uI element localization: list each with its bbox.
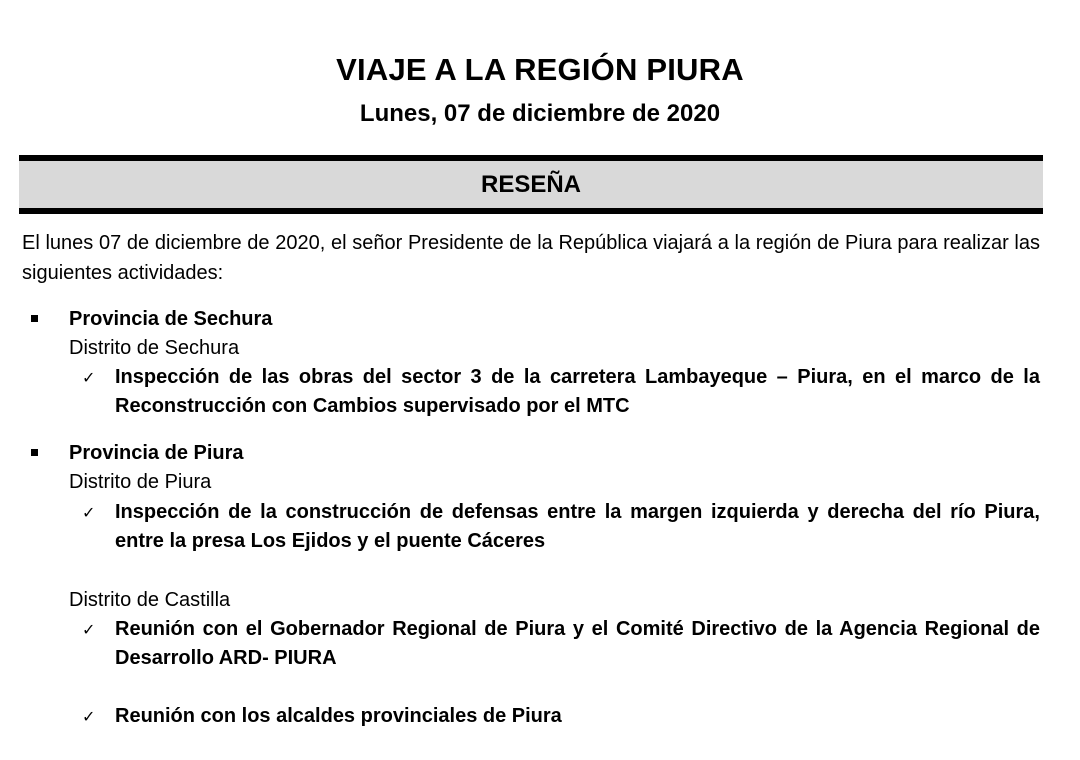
- district-castilla: Distrito de Castilla: [69, 589, 231, 611]
- resena-heading: RESEÑA: [480, 171, 582, 198]
- check-icon: ✓: [82, 707, 96, 726]
- resena-section-header: [19, 155, 1043, 214]
- district-piura: Distrito de Piura: [69, 471, 212, 493]
- square-bullet-icon: [31, 315, 38, 322]
- check-icon: ✓: [82, 620, 96, 639]
- intro-paragraph: El lunes 07 de diciembre de 2020, el señor Presidente de la República viajará a la región de Piura para realizar las siguientes actividades:: [22, 232, 1040, 284]
- document-date: Lunes, 07 de diciembre de 2020: [359, 100, 721, 127]
- square-bullet-icon: [31, 449, 38, 456]
- province-piura: Provincia de Piura: [69, 442, 244, 464]
- document-title: VIAJE A LA REGIÓN PIURA: [336, 52, 744, 87]
- activity-castilla-1: Reunión con el Gobernador Regional de Piura y el Comité Directivo de la Agencia Regional de Desarrollo ARD- PIURA: [115, 618, 1040, 669]
- district-sechura: Distrito de Sechura: [69, 337, 240, 359]
- activity-sechura-1: Inspección de las obras del sector 3 de la carretera Lambayeque – Piura, en el marco de la Reconstrucción con Cambios supervisado por el MTC: [115, 366, 1040, 417]
- check-icon: ✓: [82, 368, 96, 387]
- activity-piura-1: Inspección de la construcción de defensas entre la margen izquierda y derecha del río Piura, entre la presa Los Ejidos y el puente Cáceres: [115, 501, 1040, 552]
- province-sechura: Provincia de Sechura: [69, 308, 273, 330]
- check-icon: ✓: [82, 503, 96, 522]
- activity-castilla-2: Reunión con los alcaldes provinciales de Piura: [115, 705, 562, 727]
